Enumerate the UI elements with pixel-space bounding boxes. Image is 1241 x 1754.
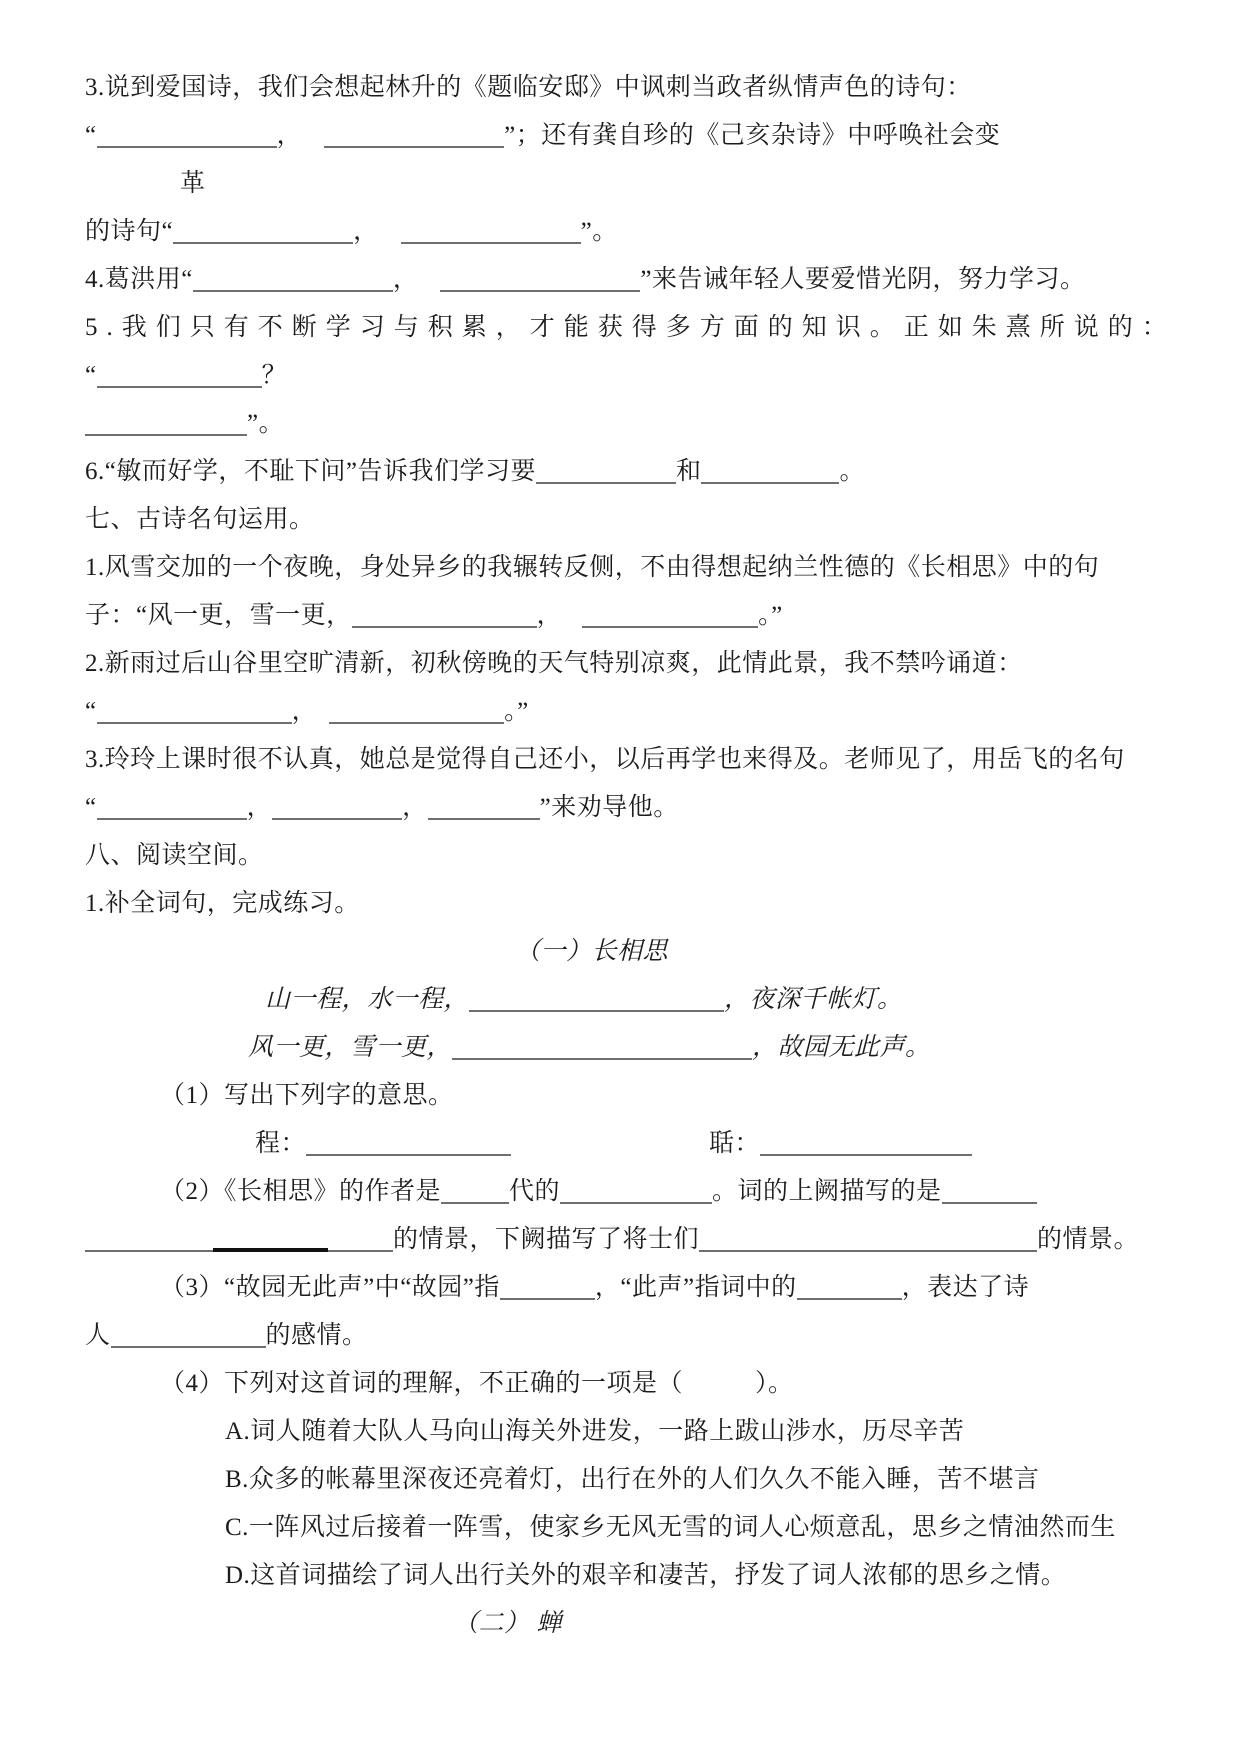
blank-field	[582, 626, 758, 628]
text-run: ，	[291, 698, 318, 725]
s7q3-line1	[85, 736, 1163, 784]
text-run: ”。	[247, 410, 285, 437]
blank-field	[469, 1010, 724, 1012]
text-run: ，“此声”指词中的	[594, 1274, 797, 1301]
s7q2-line2	[85, 688, 1163, 736]
text-run: 的诗句“	[85, 218, 174, 245]
text-run: 代的	[509, 1178, 561, 1205]
option-b	[85, 1456, 1163, 1504]
q5-blank2	[85, 400, 1163, 448]
blank-field	[324, 146, 504, 148]
poem1-line1	[85, 976, 1163, 1024]
text-run: ，	[246, 794, 273, 821]
s7q1-line1	[85, 544, 1163, 592]
blank-field	[97, 146, 277, 148]
text-run: 的感情。	[265, 1322, 368, 1349]
text-run: 。	[839, 458, 865, 485]
text-run: 1.补全词句，完成练习。	[85, 890, 360, 917]
text-run: 3.玲玲上课时很不认真，她总是觉得自己还小，以后再学也来得及。老师见了，用岳飞的名句	[85, 746, 1125, 773]
text-run: 5.我们只有不断学习与积累，才能获得多方面的知识。正如朱熹所说的：	[85, 314, 1176, 341]
text-run: “	[85, 794, 97, 821]
text-run: ，	[276, 122, 303, 149]
text-run: （3）“故园无此声”中“故园”指	[160, 1274, 500, 1301]
text-run: ，	[402, 794, 428, 821]
blank-field	[111, 1346, 266, 1348]
text-run: （4）下列对这首词的理解，不正确的一项是（	[160, 1370, 684, 1397]
blank-field	[306, 1154, 511, 1156]
text-run: 4.葛洪用“	[85, 266, 193, 293]
blank-field	[560, 1202, 712, 1204]
text-run: C.一阵风过后接着一阵雪，使家乡无风无雪的词人心烦意乱，思乡之情油然而生	[225, 1514, 1116, 1541]
text-run: 的情景，下阙描写了将士们	[393, 1226, 700, 1253]
text-run: A.词人随着大队人马向山海关外进发，一路上跋山涉水，历尽辛苦	[225, 1418, 965, 1445]
text-run: 子：“风一更，雪一更，	[85, 602, 352, 629]
blank-field	[500, 1298, 595, 1300]
text-run: 七、古诗名句运用。	[85, 506, 315, 533]
text-run: “	[85, 362, 97, 389]
text-run: ，	[392, 266, 419, 293]
q6-line	[85, 448, 1163, 496]
s7q2-line1	[85, 640, 1163, 688]
q3-line2	[85, 112, 1163, 160]
text-run: （1）写出下列字的意思。	[160, 1082, 454, 1109]
text-run: 3.说到爱国诗，我们会想起林升的《题临安邸》中讽刺当政者纵情声色的诗句：	[85, 74, 972, 101]
blank-field	[797, 1298, 902, 1300]
text-run: 。”	[758, 602, 783, 629]
text-run: “	[85, 122, 97, 149]
text-run: 6.“敏而好学，不耻下问”告诉我们学习要	[85, 458, 536, 485]
s7q1-line2	[85, 592, 1163, 640]
sub1-line	[85, 1072, 1163, 1120]
option-a	[85, 1408, 1163, 1456]
text-run: 的情景。	[1037, 1226, 1140, 1253]
text-run: D.这首词描绘了词人出行关外的艰辛和凄苦，抒发了词人浓郁的思乡之情。	[225, 1562, 1067, 1589]
text-run: （一）长相思	[515, 938, 669, 965]
poem1-line2	[85, 1024, 1163, 1072]
blank-field	[401, 242, 581, 244]
blank-field	[699, 1250, 1037, 1252]
poem1-title	[85, 928, 1163, 976]
q3-line4	[85, 208, 1163, 256]
sub1-answers	[85, 1120, 1163, 1168]
spacer	[683, 1390, 755, 1391]
blank-field	[428, 818, 540, 820]
text-run: （2）《长相思》的作者是	[160, 1178, 442, 1205]
text-run: 和	[675, 458, 702, 485]
text-run: “	[85, 698, 97, 725]
spacer	[418, 286, 440, 287]
poem2-title	[85, 1600, 1163, 1648]
blank-field	[701, 482, 839, 484]
blank-field	[272, 818, 402, 820]
blank-field	[441, 1202, 509, 1204]
q3-line1	[85, 64, 1163, 112]
text-run: ？	[261, 362, 288, 389]
q5-line1	[85, 304, 1176, 352]
blank-field	[452, 1058, 752, 1060]
text-run: 2.新雨过后山谷里空旷清新，初秋傍晚的天气特别凉爽，此情此景，我不禁吟诵道：	[85, 650, 1023, 677]
text-run: 1.风雪交加的一个夜晚，身处异乡的我辗转反侧，不由得想起纳兰性德的《长相思》中的句	[85, 554, 1100, 581]
option-d	[85, 1552, 1163, 1600]
option-c	[85, 1504, 1163, 1552]
s8q1-intro	[85, 880, 1163, 928]
text-run: 程：	[255, 1130, 307, 1157]
text-run: B.众多的帐幕里深夜还亮着灯，出行在外的人们久久不能入睡，苦不堪言	[225, 1466, 1040, 1493]
q4-line	[85, 256, 1163, 304]
sub3-line1	[85, 1264, 1163, 1312]
section-8-header	[85, 832, 1163, 880]
spacer	[562, 622, 582, 623]
blank-field	[760, 1154, 972, 1156]
blank-field	[440, 290, 640, 292]
text-run: ，	[536, 602, 563, 629]
blank-field	[97, 818, 247, 820]
spacer	[511, 1150, 709, 1151]
sub2-line2	[85, 1216, 1163, 1264]
sub3-line2	[85, 1312, 1163, 1360]
text-run: 革	[180, 170, 206, 197]
text-run: ”；还有龚自珍的《己亥杂诗》中呼唤社会变	[504, 122, 1001, 149]
text-run: ）。	[755, 1370, 794, 1397]
text-run: 。”	[504, 698, 529, 725]
text-run: ”。	[580, 218, 618, 245]
q5-blank1	[85, 352, 1163, 400]
text-run: 。词的上阙描写的是	[712, 1178, 942, 1205]
text-run: 人	[85, 1322, 111, 1349]
blank-field	[97, 386, 262, 388]
blank-field	[193, 290, 393, 292]
text-run: （二） 蝉	[453, 1610, 562, 1637]
blank-field-thick	[213, 1248, 328, 1252]
spacer	[302, 142, 324, 143]
text-run: ”来告诫年轻人要爱惜光阴，努力学习。	[640, 266, 1086, 293]
section-7-header	[85, 496, 1163, 544]
text-run: ，夜深千帐灯。	[724, 986, 903, 1013]
blank-field	[97, 722, 292, 724]
blank-field	[942, 1202, 1037, 1204]
blank-field	[85, 1250, 213, 1252]
spacer	[317, 718, 329, 719]
blank-field	[328, 1250, 393, 1252]
text-run: ，故园无此声。	[752, 1034, 931, 1061]
sub4-line	[85, 1360, 1163, 1408]
text-run: ，表达了诗	[901, 1274, 1030, 1301]
blank-field	[173, 242, 353, 244]
text-run: ”来劝导他。	[539, 794, 679, 821]
spacer	[379, 238, 401, 239]
text-run: 聒：	[709, 1130, 761, 1157]
text-run: ，	[353, 218, 379, 245]
blank-field	[536, 482, 676, 484]
sub2-line1	[85, 1168, 1163, 1216]
text-run: 风一更，雪一更，	[248, 1034, 453, 1061]
text-run: 山一程，水一程，	[265, 986, 470, 1013]
text-run: 八、阅读空间。	[85, 842, 264, 869]
blank-field	[85, 434, 247, 436]
q3-line3	[85, 160, 1163, 208]
blank-field	[352, 626, 537, 628]
s7q3-line2	[85, 784, 1163, 832]
blank-field	[329, 722, 504, 724]
